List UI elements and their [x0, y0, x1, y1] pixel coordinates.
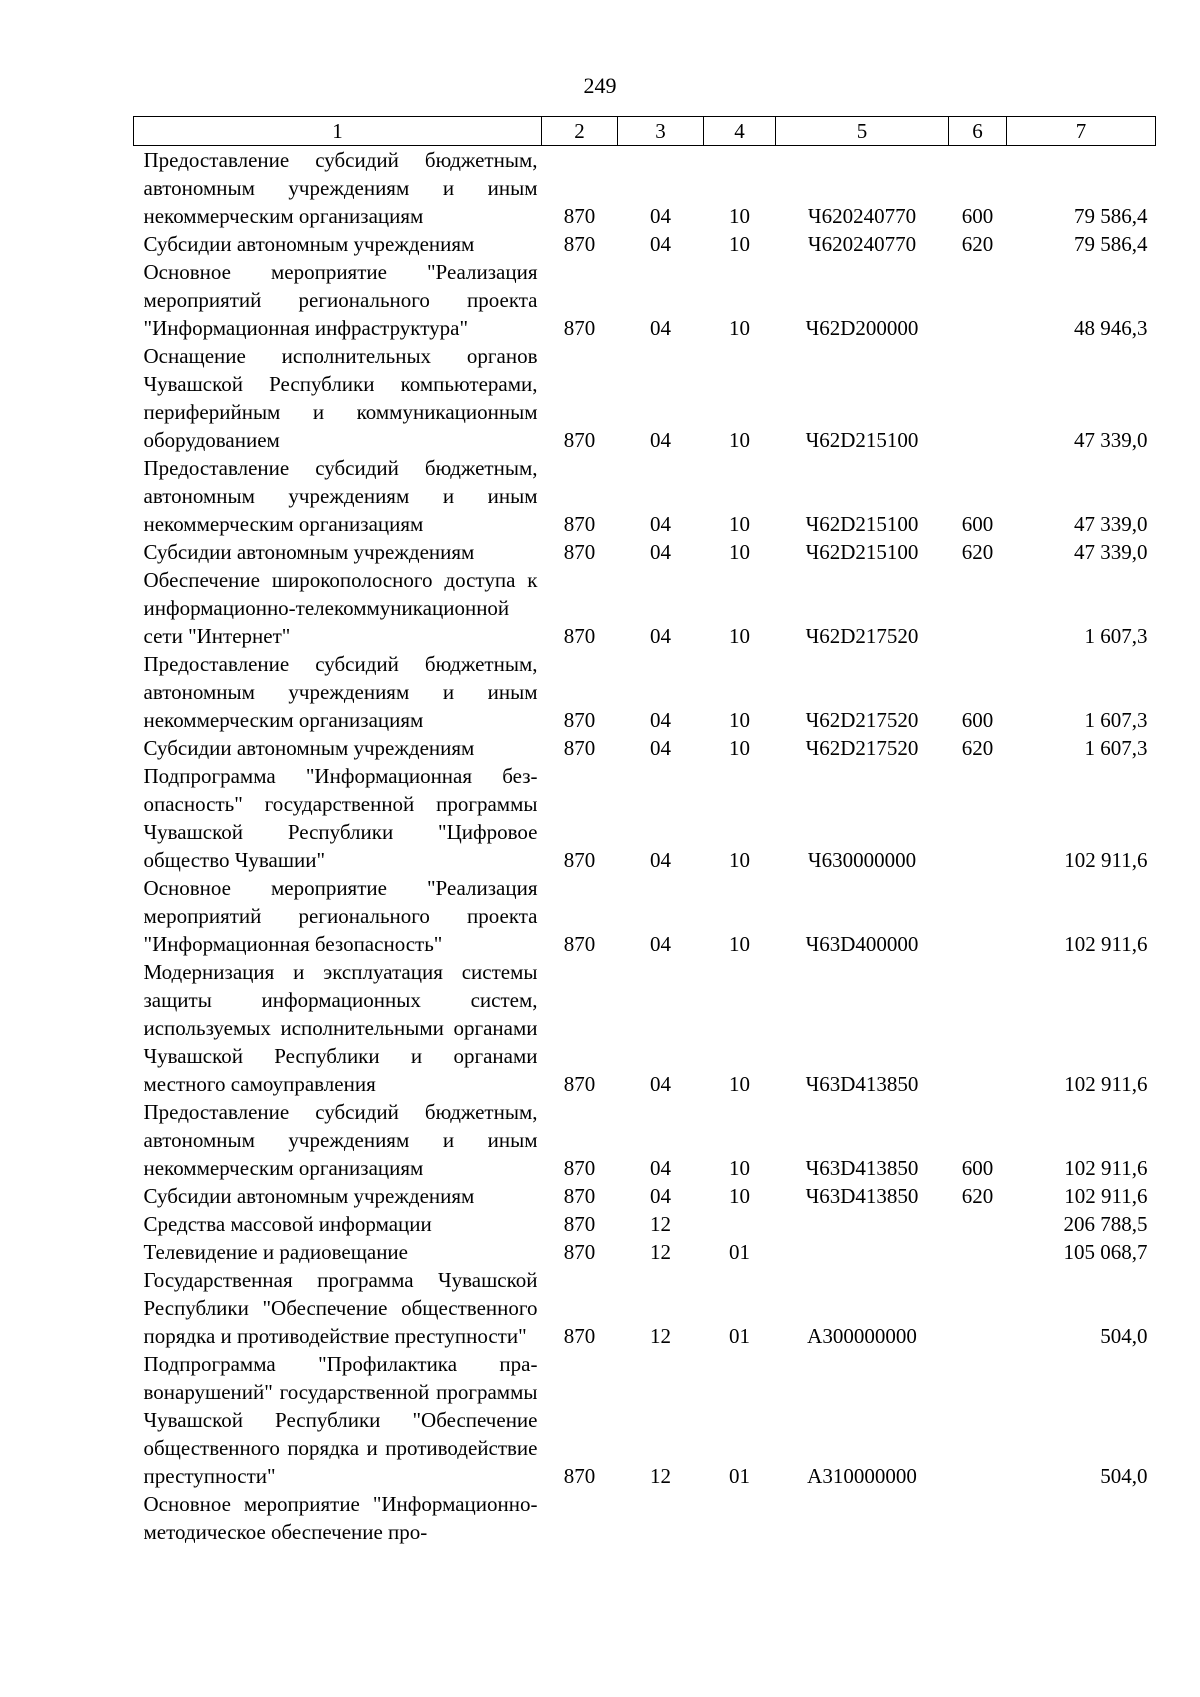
expense-type-code [949, 1490, 1007, 1546]
line-item-name: Предоставление субсидий бюджетным, автономным учреждениям и иным некоммерческим организациям [143, 1100, 538, 1180]
section-code: 04 [650, 932, 671, 956]
target-item-code: A310000000 [807, 1464, 917, 1488]
ministry-code: 870 [563, 848, 596, 872]
subsection-code: 10 [729, 316, 750, 340]
table-row [134, 258, 1156, 342]
table-row [134, 1182, 1156, 1210]
line-item-name: Основное мероприятие "Информационно-методическое обеспечение про- [143, 1492, 538, 1544]
expense-type-code: 600 [961, 708, 994, 732]
amount: 102 911,6 [1064, 1156, 1148, 1180]
ministry-code: 870 [563, 708, 596, 732]
table-row [134, 1266, 1156, 1350]
table-row [134, 566, 1156, 650]
ministry-code: 870 [563, 1072, 596, 1096]
subsection-code: 10 [729, 512, 750, 536]
line-item-name: Предоставление субсидий бюджетным, автономным учреждениям и иным некоммерческим организациям [143, 456, 538, 536]
page-number: 249 [583, 73, 617, 98]
line-item-name: Оснащение исполнительных органов Чувашской Республики компьютерами, периферийным и коммуникационным оборудованием [143, 344, 538, 452]
table-row [134, 538, 1156, 566]
section-code: 12 [650, 1324, 671, 1348]
ministry-code: 870 [563, 932, 596, 956]
table-row [134, 1490, 1156, 1546]
line-item-name: Субсидии автономным учреждениям [143, 540, 475, 564]
section-code [618, 1490, 704, 1546]
amount: 48 946,3 [1074, 316, 1148, 340]
line-item-name: Основное мероприятие "Реализация мероприятий регионального проекта "Информационная инфраструктура" [143, 260, 538, 340]
expense-type-code: 620 [961, 540, 994, 564]
section-code: 04 [650, 848, 671, 872]
amount: 79 586,4 [1074, 204, 1148, 228]
target-item-code: Ч63D413850 [805, 1072, 919, 1096]
line-item-name: Предоставление субсидий бюджетным, автономным учреждениям и иным некоммерческим организациям [143, 652, 538, 732]
section-code: 04 [650, 708, 671, 732]
section-code: 04 [650, 316, 671, 340]
section-code: 04 [650, 204, 671, 228]
amount: 1 607,3 [1084, 736, 1148, 760]
amount: 504,0 [1100, 1324, 1148, 1348]
table-row [134, 734, 1156, 762]
subsection-code: 10 [729, 1184, 750, 1208]
target-item-code: Ч62D217520 [805, 624, 919, 648]
ministry-code: 870 [563, 512, 596, 536]
target-item-code: Ч62D217520 [805, 736, 919, 760]
amount: 102 911,6 [1064, 932, 1148, 956]
column-header: 5 [776, 117, 949, 146]
amount: 504,0 [1100, 1464, 1148, 1488]
target-item-code: A300000000 [807, 1324, 917, 1348]
section-code: 04 [650, 1156, 671, 1180]
amount: 1 607,3 [1084, 624, 1148, 648]
ministry-code: 870 [563, 1324, 596, 1348]
target-item-code: Ч62D217520 [805, 708, 919, 732]
table-row [134, 454, 1156, 538]
subsection-code [704, 1210, 776, 1238]
line-item-name: Основное мероприятие "Реализация мероприятий регионального проекта "Информационная безопасность" [143, 876, 538, 956]
section-code: 12 [650, 1212, 671, 1236]
section-code: 04 [650, 428, 671, 452]
ministry-code: 870 [563, 1212, 596, 1236]
expense-type-code: 620 [961, 736, 994, 760]
section-code: 04 [650, 512, 671, 536]
ministry-code: 870 [563, 1156, 596, 1180]
column-header: 1 [134, 117, 542, 146]
amount: 102 911,6 [1064, 848, 1148, 872]
column-header: 6 [949, 117, 1007, 146]
line-item-name: Субсидии автономным учреждениям [143, 736, 475, 760]
subsection-code: 10 [729, 232, 750, 256]
table-row [134, 874, 1156, 958]
line-item-name: Обеспечение широкополосного доступа к информационно-телекоммуникационной сети "Интернет" [143, 568, 538, 648]
ministry-code: 870 [563, 624, 596, 648]
target-item-code: Ч620240770 [807, 232, 917, 256]
table-row [134, 762, 1156, 874]
column-header: 7 [1007, 117, 1156, 146]
section-code: 04 [650, 1184, 671, 1208]
amount: 105 068,7 [1063, 1240, 1148, 1264]
amount: 47 339,0 [1074, 428, 1148, 452]
subsection-code: 01 [729, 1240, 750, 1264]
table-header [134, 117, 1156, 146]
line-item-name: Телевидение и радиовещание [143, 1240, 408, 1264]
column-header: 2 [542, 117, 618, 146]
line-item-name: Средства массовой информации [143, 1212, 432, 1236]
line-item-name: Субсидии автономным учреждениям [143, 1184, 475, 1208]
line-item-name: Подпрограмма "Информационная безопасность" государственной программы Чувашской Республики "Цифровое общество Чувашии" [143, 764, 538, 872]
target-item-code: Ч630000000 [807, 848, 917, 872]
expense-type-code [949, 1350, 1007, 1490]
expense-type-code [949, 958, 1007, 1098]
table-row [134, 342, 1156, 454]
section-code: 04 [650, 624, 671, 648]
expense-type-code: 600 [961, 512, 994, 536]
target-item-code: Ч62D200000 [805, 316, 919, 340]
expense-type-code [949, 1266, 1007, 1350]
section-code: 04 [650, 736, 671, 760]
subsection-code: 10 [729, 932, 750, 956]
ministry-code: 870 [563, 1240, 596, 1264]
ministry-code: 870 [563, 1464, 596, 1488]
target-item-code: Ч62D215100 [805, 540, 919, 564]
subsection-code: 10 [729, 736, 750, 760]
table-row [134, 146, 1156, 231]
target-item-code [776, 1238, 949, 1266]
subsection-code: 10 [729, 540, 750, 564]
table-row [134, 230, 1156, 258]
expense-type-code [949, 258, 1007, 342]
column-header: 3 [618, 117, 704, 146]
expense-type-code [949, 566, 1007, 650]
section-code: 12 [650, 1240, 671, 1264]
table-row [134, 650, 1156, 734]
target-item-code: Ч62D215100 [805, 512, 919, 536]
line-item-name: Подпрограмма "Профилактика правонарушений" государственной программы Чувашской Республики "Обеспечение общественного порядка и противодействие преступности" [143, 1352, 538, 1488]
target-item-code: Ч63D413850 [805, 1184, 919, 1208]
ministry-code: 870 [563, 736, 596, 760]
subsection-code: 01 [729, 1464, 750, 1488]
amount: 47 339,0 [1074, 540, 1148, 564]
subsection-code: 10 [729, 1072, 750, 1096]
subsection-code: 10 [729, 1156, 750, 1180]
expense-type-code [949, 1210, 1007, 1238]
section-code: 04 [650, 232, 671, 256]
line-item-name: Предоставление субсидий бюджетным, автономным учреждениям и иным некоммерческим организациям [143, 148, 538, 228]
table-row [134, 958, 1156, 1098]
expense-type-code [949, 874, 1007, 958]
amount: 79 586,4 [1074, 232, 1148, 256]
expense-type-code: 620 [961, 232, 994, 256]
line-item-name: Модернизация и эксплуатация системы защиты информационных систем, используемых исполнительными органами Чувашской Республики и органами местного самоуправления [143, 960, 538, 1096]
expense-type-code [949, 1238, 1007, 1266]
line-item-name: Субсидии автономным учреждениям [143, 232, 475, 256]
ministry-code: 870 [563, 1184, 596, 1208]
table-row [134, 1210, 1156, 1238]
ministry-code: 870 [563, 232, 596, 256]
expense-type-code: 600 [961, 1156, 994, 1180]
amount: 102 911,6 [1064, 1184, 1148, 1208]
column-number-row [134, 117, 1156, 146]
ministry-code [542, 1490, 618, 1546]
table-row [134, 1098, 1156, 1182]
target-item-code [776, 1210, 949, 1238]
subsection-code: 10 [729, 848, 750, 872]
target-item-code: Ч62D215100 [805, 428, 919, 452]
table-row [134, 1238, 1156, 1266]
ministry-code: 870 [563, 540, 596, 564]
subsection-code: 01 [729, 1324, 750, 1348]
amount: 206 788,5 [1063, 1212, 1148, 1236]
amount: 1 607,3 [1084, 708, 1148, 732]
target-item-code: Ч63D400000 [805, 932, 919, 956]
target-item-code: Ч63D413850 [805, 1156, 919, 1180]
budget-table [133, 116, 1156, 1546]
table-row [134, 1350, 1156, 1490]
line-item-name: Государственная программа Чувашской Республики "Обеспечение общественного порядка и противодействие преступности" [143, 1268, 538, 1348]
ministry-code: 870 [563, 316, 596, 340]
subsection-code: 10 [729, 204, 750, 228]
ministry-code: 870 [563, 428, 596, 452]
amount [1007, 1490, 1156, 1546]
subsection-code [704, 1490, 776, 1546]
expense-type-code: 600 [961, 204, 994, 228]
subsection-code: 10 [729, 624, 750, 648]
subsection-code: 10 [729, 708, 750, 732]
target-item-code: Ч620240770 [807, 204, 917, 228]
expense-type-code [949, 342, 1007, 454]
section-code: 04 [650, 1072, 671, 1096]
amount: 102 911,6 [1064, 1072, 1148, 1096]
table-body [134, 146, 1156, 1547]
expense-type-code [949, 762, 1007, 874]
expense-type-code: 620 [961, 1184, 994, 1208]
ministry-code: 870 [563, 204, 596, 228]
amount: 47 339,0 [1074, 512, 1148, 536]
target-item-code [776, 1490, 949, 1546]
section-code: 12 [650, 1464, 671, 1488]
section-code: 04 [650, 540, 671, 564]
subsection-code: 10 [729, 428, 750, 452]
column-header: 4 [704, 117, 776, 146]
